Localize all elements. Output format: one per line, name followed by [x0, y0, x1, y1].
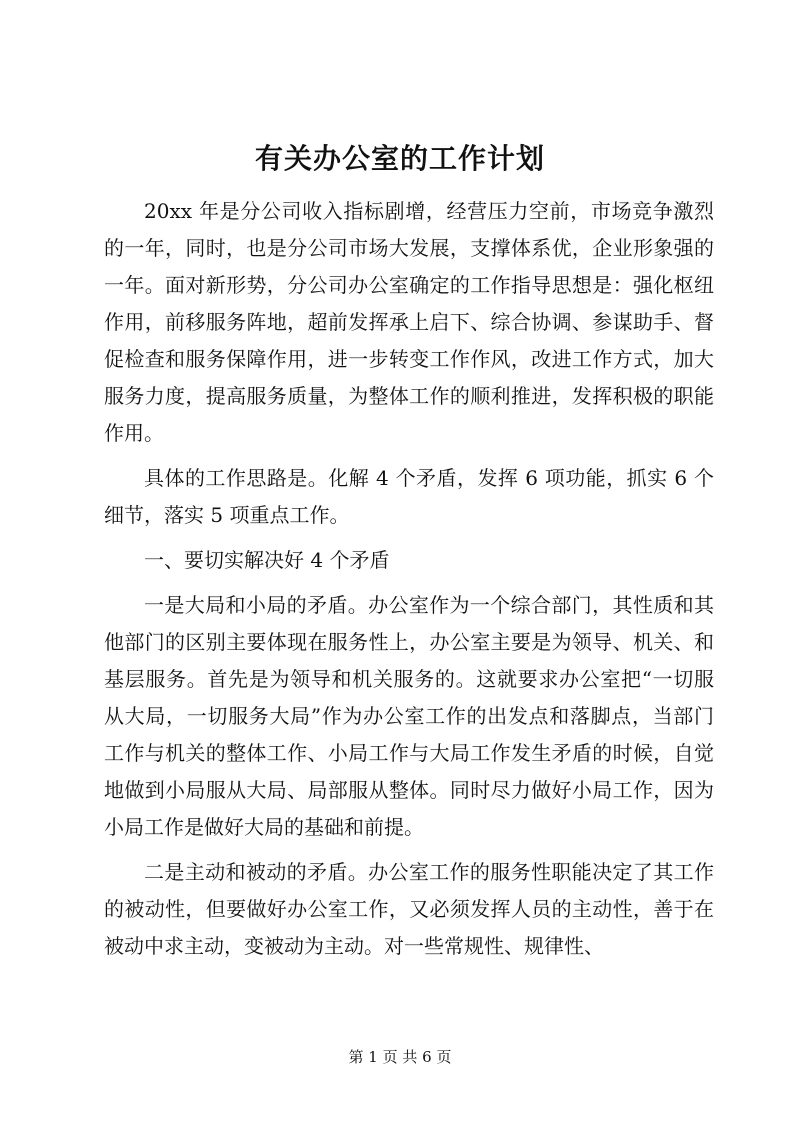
paragraph-intro: 20xx 年是分公司收入指标剧增，经营压力空前，市场竞争激烈的一年，同时，也是分公司市场大发展，支撑体系优，企业形象强的一年。面对新形势，分公司办公室确定的工作指导思想是：强化枢纽作用，前移服务阵地，超前发挥承上启下、综合协调、参谋助手、督促检查和服务保障作用，进一步转变工作作风，改进工作方式，加大服务力度，提高服务质量，为整体工作的顺利推进，发挥积极的职能作用。: [104, 199, 714, 445]
document-title: 有关办公室的工作计划: [254, 142, 545, 175]
paragraph-big-small-picture: 一是大局和小局的矛盾。办公室作为一个综合部门，其性质和其他部门的区别主要体现在服务性上，办公室主要是为领导、机关、和基层服务。首先是为领导和机关服务的。这就要求办公室把“一切服从大局，一切服务大局”作为办公室工作的出发点和落脚点，当部门工作与机关的整体工作、小局工作与大局工作发生矛盾的时候，自觉地做到小局服从大局、局部服从整体。同时尽力做好小局工作，因为小局工作是做好大局的基础和前提。: [104, 593, 714, 839]
paragraph-active-passive: 二是主动和被动的矛盾。办公室工作的服务性职能决定了其工作的被动性，但要做好办公室工作，又必须发挥人员的主动性，善于在被动中求主动，变被动为主动。对一些常规性、规律性、: [104, 860, 714, 958]
section-heading: 一、要切实解决好 4 个矛盾: [144, 548, 390, 572]
paragraph-work-approach: 具体的工作思路是。化解 4 个矛盾，发挥 6 项功能，抓实 6 个细节，落实 5 项重点工作。: [104, 466, 714, 527]
page-footer: 第 1 页 共 6 页: [348, 1048, 452, 1066]
document-body: [104, 193, 714, 973]
